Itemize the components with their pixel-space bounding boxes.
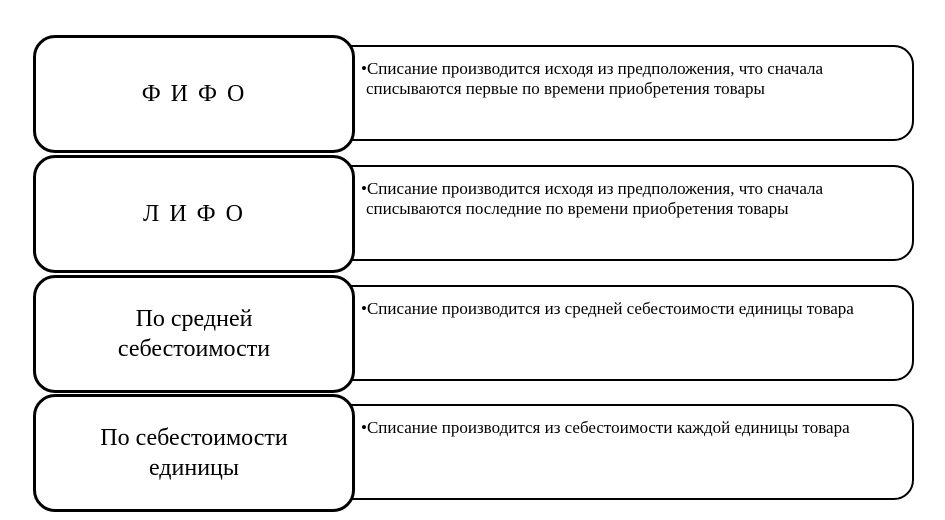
- method-row-unit-cost: [0, 394, 945, 512]
- method-description-box: [340, 165, 914, 261]
- method-description: •Списание производится исходя из предположения, что сначала списываются первые по времени приобретения товары: [361, 59, 824, 98]
- method-label-box: [33, 275, 355, 393]
- method-label-box: [33, 155, 355, 273]
- method-description-box: [340, 45, 914, 141]
- method-description-box: [340, 404, 914, 500]
- method-row-fifo: [0, 35, 945, 153]
- method-description-box: [340, 285, 914, 381]
- method-label: По себестоимости единицы: [100, 425, 288, 481]
- method-row-lifo: [0, 155, 945, 273]
- method-label: Л И Ф О: [143, 201, 245, 227]
- method-description: •Списание производится из себестоимости каждой единицы товара: [361, 418, 850, 437]
- method-label-box: [33, 394, 355, 512]
- method-description: •Списание производится исходя из предположения, что сначала списываются последние по времени приобретения товары: [361, 179, 824, 218]
- method-description: •Списание производится из средней себестоимости единицы товара: [361, 299, 854, 318]
- method-label: По средней себестоимости: [117, 306, 271, 362]
- method-label: Ф И Ф О: [141, 81, 247, 107]
- method-label-box: [33, 35, 355, 153]
- method-row-average-cost: [0, 275, 945, 393]
